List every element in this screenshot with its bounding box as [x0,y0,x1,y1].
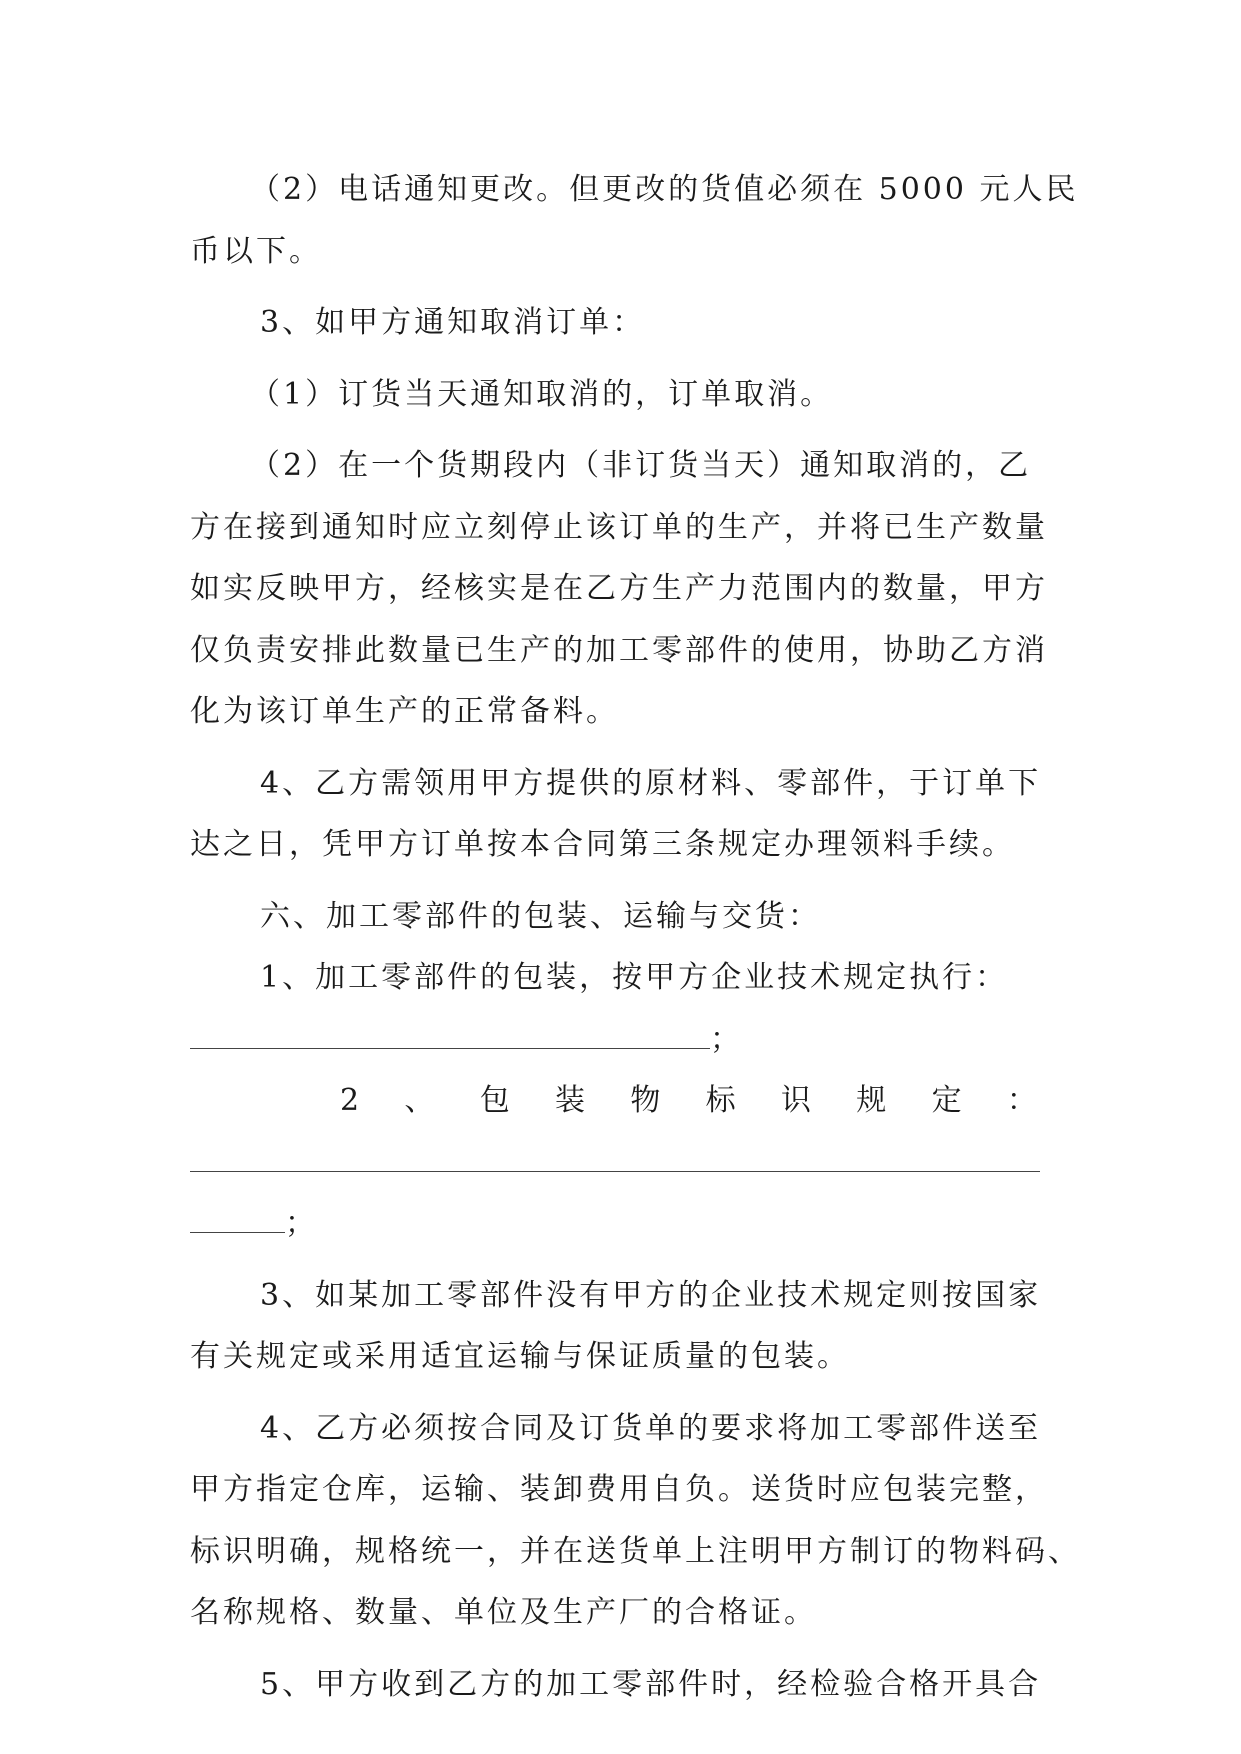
spaced-char: 标 [705,1083,739,1118]
semicolon: ； [710,1021,743,1057]
spaced-clause-row [190,1070,1050,1132]
paragraph-line: 甲方指定仓库，运输、装卸费用自负。送货时应包装完整， [190,1472,1048,1507]
paragraph-line: 标识明确，规格统一，并在送货单上注明甲方制订的物料码、 [190,1533,1081,1569]
blank-line-row [190,1009,1050,1071]
paragraph-line: （2）在一个货期段内（非订货当天）通知取消的，乙 [250,448,1032,483]
paragraph-line: 名称规格、数量、单位及生产厂的合格证。 [190,1595,817,1630]
spaced-char: 物 [630,1083,664,1118]
paragraph-line: 有关规定或采用适宜运输与保证质量的包装。 [190,1339,850,1374]
paragraph-line: 5、甲方收到乙方的加工零部件时，经检验合格开具合 [260,1666,1042,1702]
spaced-char: ： [1006,1083,1040,1118]
spaced-char: 、 [404,1083,438,1118]
blank-line-row [190,1132,1050,1194]
fill-in-blank [190,1141,1040,1172]
spaced-char: 定 [931,1083,965,1118]
fill-in-blank [190,1202,285,1233]
fill-in-blank [190,1018,710,1049]
section-heading: 六、加工零部件的包装、运输与交货： [260,898,821,934]
paragraph-line: 4、乙方必须按合同及订货单的要求将加工零部件送至 [260,1410,1042,1446]
paragraph-line: （1）订货当天通知取消的，订单取消。 [250,376,834,412]
blank-line-row [190,1193,1050,1255]
paragraph-line: 化为该订单生产的正常备料。 [190,694,619,729]
spaced-char: 规 [856,1083,890,1118]
paragraph-line: 方在接到通知时应立刻停止该订单的生产，并将已生产数量 [190,509,1048,545]
paragraph-line: 1、加工零部件的包装，按甲方企业技术规定执行： [260,960,1009,995]
clause-heading: 3、如甲方通知取消订单： [260,305,646,340]
semicolon: ； [285,1206,318,1241]
paragraph-line: 3、如某加工零部件没有甲方的企业技术规定则按国家 [260,1277,1042,1313]
spaced-char: 2 [340,1083,363,1118]
spaced-char: 包 [479,1083,513,1118]
paragraph-line: 仅负责安排此数量已生产的加工零部件的使用，协助乙方消 [190,632,1048,668]
spaced-char: 识 [780,1083,814,1118]
spaced-char: 装 [555,1083,589,1118]
paragraph-line: 币以下。 [190,233,322,269]
paragraph-line: 4、乙方需领用甲方提供的原材料、零部件，于订单下 [260,765,1042,801]
paragraph-line: 达之日，凭甲方订单按本合同第三条规定办理领料手续。 [190,827,1015,862]
paragraph-line: （2）电话通知更改。但更改的货值必须在 5000 元人民 [250,172,1079,207]
paragraph-line: 如实反映甲方，经核实是在乙方生产力范围内的数量，甲方 [190,571,1048,606]
document-body [190,159,1081,1715]
